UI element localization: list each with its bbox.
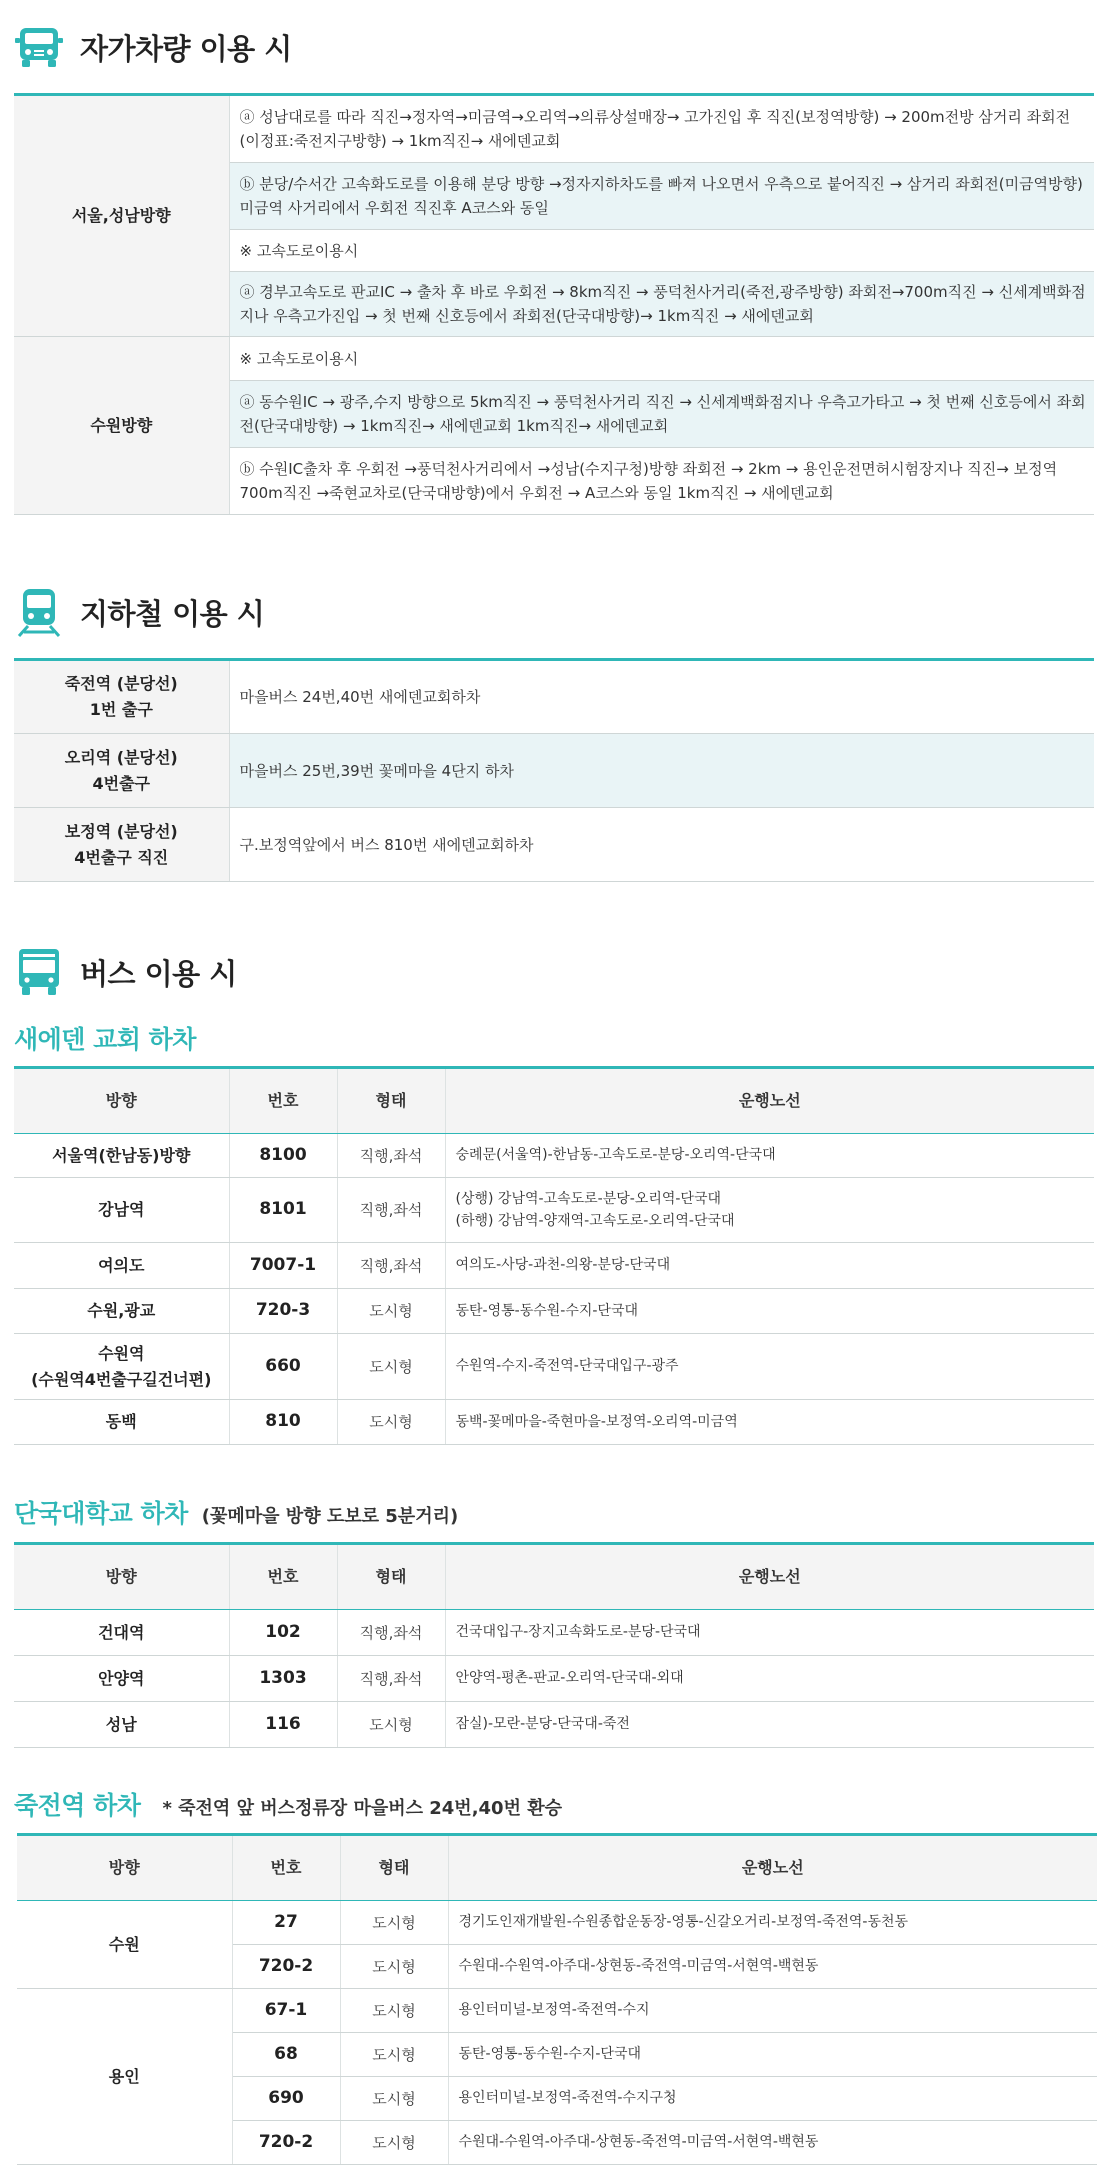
- jukjeon-title: 죽전역 하차: [14, 1791, 141, 1820]
- subway-instruction: 구.보정역앞에서 버스 810번 새에덴교회하차: [229, 808, 1094, 882]
- header-type: 형태: [340, 1835, 448, 1901]
- subway-section-header: [14, 587, 264, 637]
- subway-instruction: 마을버스 24번,40번 새에덴교회하차: [229, 660, 1094, 734]
- car-group-label-suwon: 수원방향: [14, 337, 229, 515]
- subway-row: [14, 808, 1094, 882]
- subway-instruction: 마을버스 25번,39번 꽃메마을 4단지 하차: [229, 734, 1094, 808]
- header-number: 번호: [229, 1544, 337, 1610]
- header-direction: 방향: [14, 1068, 229, 1134]
- header-number: 번호: [229, 1068, 337, 1134]
- jukjeon-subheader: [14, 1786, 562, 1822]
- car-group-label-seoul: 서울,성남방향: [14, 95, 229, 337]
- table-row: 68 도시형 동탄-영통-동수원-수지-단국대: [17, 2033, 1097, 2077]
- subway-table: [14, 658, 1094, 882]
- header-route: 운행노선: [448, 1835, 1097, 1901]
- dankook-title: 단국대학교 하차: [14, 1499, 188, 1528]
- car-direction-text: ⓑ 분당/수서간 고속화도로를 이용해 분당 방향 →정자지하차도를 빠져 나오면서 우측으로 붙어직진 → 삼거리 좌회전(미금역방향) 미금역 사거리에서 우회전 직진후 A코스와 동일: [229, 163, 1094, 230]
- car-direction-text: ⓐ 성남대로를 따라 직진→정자역→미금역→오리역→의류상설매장→ 고가진입 후 직진(보정역방향) → 200m전방 삼거리 좌회전(이정표:죽전지구방향) → 1km직진→ 새에덴교회: [229, 95, 1094, 163]
- subway-row: [14, 734, 1094, 808]
- table-header-row: [14, 1544, 1094, 1610]
- car-section-header: [14, 22, 292, 72]
- subway-station: 오리역 (분당선) 4번출구: [14, 734, 229, 808]
- car-section-title: 자가차량 이용 시: [80, 31, 292, 66]
- jukjeon-bus-table: [17, 1833, 1097, 2165]
- table-row: 수원역 (수원역4번출구길건너편) 660 도시형 수원역-수지-죽전역-단국대입구-광주: [14, 1334, 1094, 1400]
- subway-row: [14, 660, 1094, 734]
- table-row: 서울역(한남동)방향 8100 직행,좌석 숭례문(서울역)-한남동-고속도로-분당-오리역-단국대: [14, 1134, 1094, 1178]
- sae-eden-bus-table: [14, 1066, 1094, 1445]
- dankook-subheader: [14, 1494, 458, 1530]
- header-route: 운행노선: [445, 1068, 1094, 1134]
- sae-eden-title: 새에덴 교회 하차: [14, 1025, 196, 1054]
- header-number: 번호: [232, 1835, 340, 1901]
- sae-eden-subheader: [14, 1020, 196, 1056]
- header-type: 형태: [337, 1544, 445, 1610]
- table-row: 안양역 1303 직행,좌석 안양역-평촌-판교-오리역-단국대-외대: [14, 1656, 1094, 1702]
- car-direction-text: ⓐ 동수원IC → 광주,수지 방향으로 5km직진 → 풍덕천사거리 직진 → 신세계백화점지나 우측고가타고 → 첫 번째 신호등에서 좌회전(단국대방향) → 1km직진→ 새에덴교회 1km직진→ 새에덴교회: [229, 381, 1094, 448]
- dankook-note: (꽃메마을 방향 도보로 5분거리): [201, 1506, 459, 1527]
- subway-station: 죽전역 (분당선) 1번 출구: [14, 660, 229, 734]
- subway-section-title: 지하철 이용 시: [80, 596, 265, 631]
- car-icon: [14, 22, 64, 72]
- table-row: 성남 116 도시형 잠실)-모란-분당-단국대-죽전: [14, 1702, 1094, 1748]
- subway-station: 보정역 (분당선) 4번출구 직진: [14, 808, 229, 882]
- car-direction-note: ※ 고속도로이용시: [229, 230, 1094, 272]
- bus-icon: [14, 947, 64, 997]
- jukjeon-note: * 죽전역 앞 버스정류장 마을버스 24번,40번 환승: [162, 1798, 563, 1819]
- table-row: 여의도 7007-1 직행,좌석 여의도-사당-과천-의왕-분당-단국대: [14, 1243, 1094, 1289]
- table-row: 690 도시형 용인터미널-보정역-죽전역-수지구청: [17, 2077, 1097, 2121]
- bus-section-title: 버스 이용 시: [80, 956, 237, 991]
- header-type: 형태: [337, 1068, 445, 1134]
- table-row: 720-2 도시형 수원대-수원역-아주대-상현동-죽전역-미금역-서현역-백현동: [17, 2121, 1097, 2165]
- table-row: 강남역 8101 직행,좌석 (상행) 강남역-고속도로-분당-오리역-단국대 (하행) 강남역-양재역-고속도로-오리역-단국대: [14, 1178, 1094, 1243]
- car-direction-text: ⓐ 경부고속도로 판교IC → 출차 후 바로 우회전 → 8km직진 → 풍덕천사거리(죽전,광주방향) 좌회전→700m직진 → 신세계백화점지나 우측고가진입 → 첫 번째 신호등에서 좌회전(단국대방향)→ 1km직진 → 새에덴교회: [229, 272, 1094, 337]
- table-row: 수원 27 도시형 경기도인재개발원-수원종합운동장-영통-신갈오거리-보정역-죽전역-동천동: [17, 1901, 1097, 1945]
- car-directions-table: [14, 93, 1094, 515]
- table-row: 720-2 도시형 수원대-수원역-아주대-상현동-죽전역-미금역-서현역-백현동: [17, 1945, 1097, 1989]
- table-header-row: [14, 1068, 1094, 1134]
- header-direction: 방향: [14, 1544, 229, 1610]
- table-header-row: [17, 1835, 1097, 1901]
- car-direction-note: ※ 고속도로이용시: [229, 337, 1094, 381]
- table-row: 건대역 102 직행,좌석 건국대입구-장지고속화도로-분당-단국대: [14, 1610, 1094, 1656]
- header-direction: 방향: [17, 1835, 232, 1901]
- dankook-bus-table: [14, 1542, 1094, 1748]
- car-direction-text: ⓑ 수원IC출차 후 우회전 →풍덕천사거리에서 →성남(수지구청)방향 좌회전 → 2km → 용인운전면허시험장지나 직진→ 보정역 700m직진 →죽현교차로(단국대방향)에서 우회전 → A코스와 동일 1km직진 → 새에덴교회: [229, 448, 1094, 515]
- subway-train-icon: [14, 587, 64, 637]
- table-row: 용인 67-1 도시형 용인터미널-보정역-죽전역-수지: [17, 1989, 1097, 2033]
- header-route: 운행노선: [445, 1544, 1094, 1610]
- table-row: 수원,광교 720-3 도시형 동탄-영통-동수원-수지-단국대: [14, 1289, 1094, 1334]
- table-row: 동백 810 도시형 동백-꽃메마을-죽현마을-보정역-오리역-미금역: [14, 1400, 1094, 1445]
- bus-section-header: [14, 947, 237, 997]
